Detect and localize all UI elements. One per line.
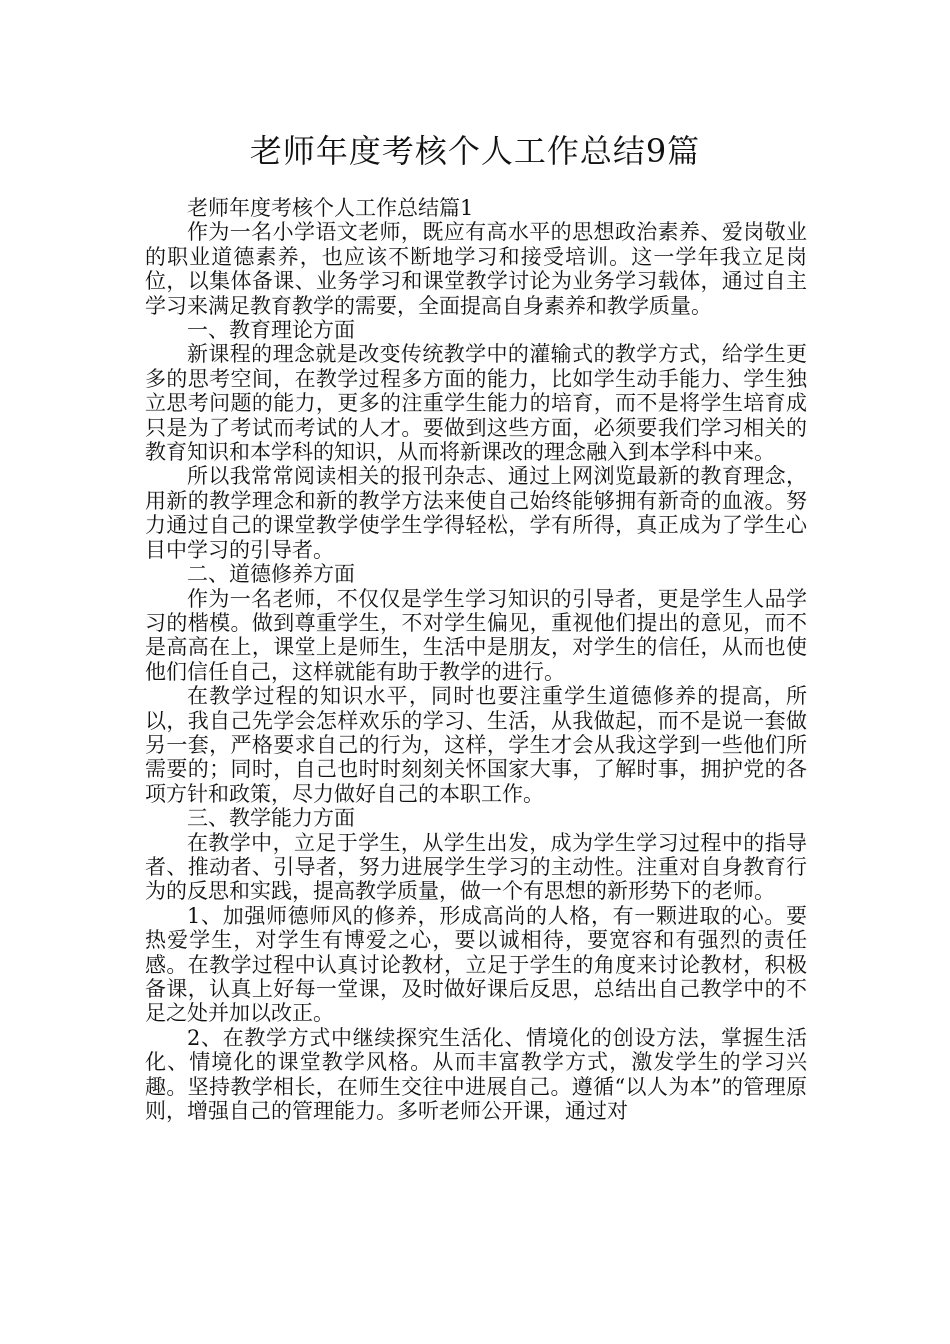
section-heading-education-theory: 一、教育理论方面 [187,318,355,343]
document-body [145,196,807,1123]
section-heading-article-1: 老师年度考核个人工作总结篇1 [187,196,474,220]
paragraph-reading: 所以我常常阅读相关的报刊杂志、通过上网浏览最新的教育理念，用新的教学理念和新的教学方法来使自己始终能够拥有新奇的血液。努力通过自己的课堂教学使学生学得轻松，学有所得，真正成为了学生心目中学习的引导者。 [145,464,807,562]
section-heading-teaching-ability: 三、教学能力方面 [187,806,355,831]
section-heading-moral-cultivation: 二、道德修养方面 [187,562,355,587]
paragraph-student-centered: 在教学中，立足于学生，从学生出发，成为学生学习过程中的指导者、推动者、引导者，努力进展学生学习的主动性。注重对自身教育行为的反思和实践，提高教学质量，做一个有思想的新形势下的老师。 [145,830,807,904]
paragraph-point-1: 1、加强师德师风的修养，形成高尚的人格，有一颗进取的心。要热爱学生，对学生有博爱之心，要以诚相待，要宽容和有强烈的责任感。在教学过程中认真讨论教材，立足于学生的角度来讨论教材，积极备课，认真上好每一堂课，及时做好课后反思，总结出自己教学中的不足之处并加以改正。 [145,903,807,1026]
document-title: 老师年度考核个人工作总结9篇 [249,132,701,170]
paragraph-intro: 作为一名小学语文老师，既应有高水平的思想政治素养、爱岗敬业的职业道德素养，也应该不断地学习和接受培训。这一学年我立足岗位，以集体备课、业务学习和课堂教学讨论为业务学习载体，通过自主学习来满足教育教学的需要，全面提高自身素养和教学质量。 [145,220,807,318]
paragraph-role-model: 作为一名老师，不仅仅是学生学习知识的引导者，更是学生人品学习的楷模。做到尊重学生，不对学生偏见，重视他们提出的意见，而不是高高在上，课堂上是师生，生活中是朋友，对学生的信任，从而也使他们信任自己，这样就能有助于教学的进行。 [145,586,807,684]
paragraph-new-curriculum: 新课程的理念就是改变传统教学中的灌输式的教学方式，给学生更多的思考空间，在教学过程多方面的能力，比如学生动手能力、学生独立思考问题的能力，更多的注重学生能力的培育，而不是将学生培育成只是为了考试而考试的人才。要做到这些方面，必须要我们学习相关的教育知识和本学科的知识，从而将新课改的理念融入到本学科中来。 [145,342,807,465]
paragraph-point-2: 2、在教学方式中继续探究生活化、情境化的创设方法，掌握生活化、情境化的课堂教学风格。从而丰富教学方式，激发学生的学习兴趣。坚持教学相长，在师生交往中进展自己。遵循“以人为本”的管理原则，增强自己的管理能力。多听老师公开课，通过对 [145,1025,807,1124]
paragraph-moral-development: 在教学过程的知识水平，同时也要注重学生道德修养的提高，所以，我自己先学会怎样欢乐的学习、生活，从我做起，而不是说一套做另一套，严格要求自己的行为，这样，学生才会从我这学到一些他们所需要的；同时，自己也时时刻刻关怀国家大事，了解时事，拥护党的各项方针和政策，尽力做好自己的本职工作。 [145,684,807,806]
